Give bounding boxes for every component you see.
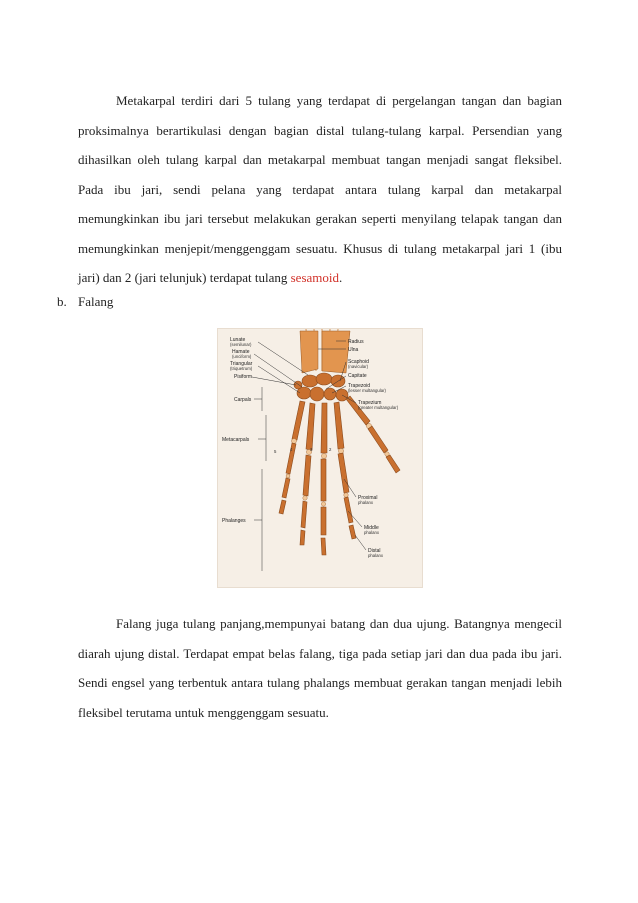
label-middle-phalanx-alt: phalanx <box>364 530 380 535</box>
label-triangular-alt: (triquetrum) <box>230 366 253 371</box>
paragraph-metakarpal-end: . <box>339 270 343 285</box>
label-trapezoid-alt: (lesser multangular) <box>348 388 386 393</box>
label-trapezoid: Trapezoid <box>348 383 371 389</box>
label-capitate: Capitate <box>348 373 367 379</box>
digit-number-5: 5 <box>274 449 277 454</box>
label-phalanges: Phalanges <box>222 518 246 524</box>
finger-5-bones <box>279 401 305 514</box>
label-pisiform: Pisiform <box>234 374 253 380</box>
paragraph-falang-text: Falang juga tulang panjang,mempunyai batang dan dua ujung. Batangnya mengecil diarah ujung distal. Terdapat empat belas falang, tiga pada setiap jari dan dua pada ibu jari. Sendi engsel yang terbentuk antara tulang phalangs membuat gerakan tangan menjadi lebih fleksibel terutama untuk menggenggam sesuatu. <box>78 616 562 720</box>
digit-number-2: 2 <box>329 447 332 452</box>
label-distal-phalanx: Distal <box>368 548 381 554</box>
label-trapezium: Trapezium <box>358 400 382 406</box>
label-ulna: Ulna <box>348 347 359 353</box>
hand-skeleton-illustration <box>218 329 422 587</box>
label-radius: Radius <box>348 339 364 345</box>
digit-number-4: 4 <box>290 447 293 452</box>
section-letter: b. <box>57 294 67 309</box>
label-triangular: Triangular <box>230 361 253 367</box>
label-scaphoid: Scaphoid <box>348 359 369 365</box>
finger-2-bones <box>334 402 356 539</box>
radius-bone <box>322 331 350 373</box>
sesamoid-link[interactable]: sesamoid <box>290 270 340 285</box>
label-lunate: Lunate <box>230 337 246 343</box>
label-proximal-phalanx: Proximal <box>358 495 378 501</box>
label-proximal-phalanx-alt: phalanx <box>358 500 374 505</box>
label-hamate: Hamate <box>232 349 250 355</box>
label-carpals: Carpals <box>234 397 252 403</box>
paragraph-metakarpal-text: Metakarpal terdiri dari 5 tulang yang terdapat di pergelangan tangan dan bagian proksimalnya berartikulasi dengan bagian distal tulang-tulang karpal. Persendian yang dihasilkan oleh tulang karpal dan metakarpal membuat tangan menjadi sangat fleksibel. Pada ibu jari, sendi pelana yang terdapat antara tulang karpal dan metakarpal memungkinkan ibu jari tersebut melakukan gerakan seperti menyilang telapak tangan dan memungkinkan menjepit/menggenggam sesuatu. Khusus di tulang metakarpal jari 1 (ibu jari) dan 2 (jari telunjuk) terdapat tulang <box>78 93 562 285</box>
ulna-bone <box>300 331 318 373</box>
label-distal-phalanx-alt: phalanx <box>368 553 384 558</box>
label-trapezium-alt: (greater multangular) <box>358 405 399 410</box>
digit-number-3: 3 <box>310 447 313 452</box>
hand-skeleton-figure <box>217 328 423 588</box>
section-title: Falang <box>78 294 114 309</box>
section-heading-falang <box>57 294 113 310</box>
finger-3-bones <box>321 403 327 555</box>
label-scaphoid-alt: (navicular) <box>348 364 369 369</box>
carpal-bones <box>294 373 348 401</box>
label-hamate-alt: (unciform) <box>232 354 252 359</box>
label-metacarpals: Metacarpals <box>222 437 250 443</box>
paragraph-metakarpal <box>78 86 562 293</box>
paragraph-falang <box>78 609 562 727</box>
finger-4-bones <box>300 403 315 545</box>
label-middle-phalanx: Middle <box>364 525 379 531</box>
label-lunate-alt: (semilunar) <box>230 342 252 347</box>
